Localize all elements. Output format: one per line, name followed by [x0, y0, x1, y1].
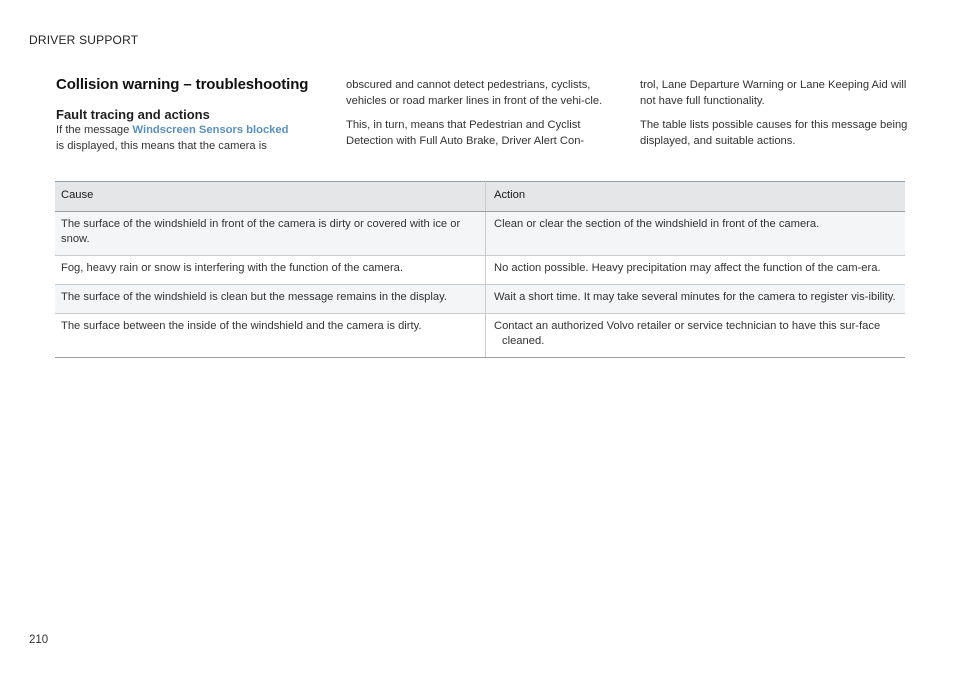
message-name: Windscreen Sensors blocked [132, 124, 289, 136]
action-text: Contact an authorized Volvo retailer or service technician to have this sur-face cleaned. [494, 320, 881, 347]
action-cell [486, 256, 906, 285]
action-cell [486, 212, 906, 256]
page-number: 210 [29, 634, 49, 646]
table-intro-paragraph: The table lists possible causes for this message being displayed, and suitable actions. [640, 119, 908, 147]
intro-continuation: is displayed, this means that the camera is [56, 139, 267, 152]
functionality-paragraph-part1: This, in turn, means that Pedestrian and Cyclist Detection with Full Auto Brake, Driver Alert Con- [346, 119, 585, 147]
column-header-action: Action [486, 182, 906, 212]
cause-cell: The surface of the windshield in front of the camera is dirty or covered with ice or snow. [55, 212, 486, 256]
table-header-row [55, 182, 905, 212]
intro-paragraph [56, 123, 318, 154]
table-row [55, 256, 905, 285]
column-header-cause: Cause [55, 182, 486, 212]
intro-paragraph-continued: obscured and cannot detect pedestrians, cyclists, vehicles or road marker lines in front of the vehi-cle. [346, 79, 603, 107]
intro-prefix: If the message [56, 124, 133, 136]
action-text: Clean or clear the section of the windshield in front of the camera. [494, 218, 820, 230]
action-cell [486, 314, 906, 358]
article-title: Collision warning – troubleshooting [56, 76, 309, 93]
cause-cell: Fog, heavy rain or snow is interfering with the function of the camera. [55, 256, 486, 285]
functionality-paragraph-part2: trol, Lane Departure Warning or Lane Keeping Aid will not have full functionality. [640, 79, 907, 107]
troubleshooting-table [55, 181, 905, 358]
action-cell [486, 285, 906, 314]
cause-cell: The surface of the windshield is clean but the message remains in the display. [55, 285, 486, 314]
text-column-2 [346, 78, 614, 158]
action-text: Wait a short time. It may take several minutes for the camera to register vis-ibility. [494, 291, 896, 303]
table-row [55, 314, 905, 358]
article-subtitle: Fault tracing and actions [56, 107, 210, 122]
action-text: No action possible. Heavy precipitation may affect the function of the cam-era. [494, 262, 881, 274]
text-column-3 [640, 78, 908, 158]
section-header: DRIVER SUPPORT [29, 33, 139, 47]
cause-cell: The surface between the inside of the windshield and the camera is dirty. [55, 314, 486, 358]
table-row [55, 212, 905, 256]
table-row [55, 285, 905, 314]
text-column-1 [56, 76, 318, 163]
